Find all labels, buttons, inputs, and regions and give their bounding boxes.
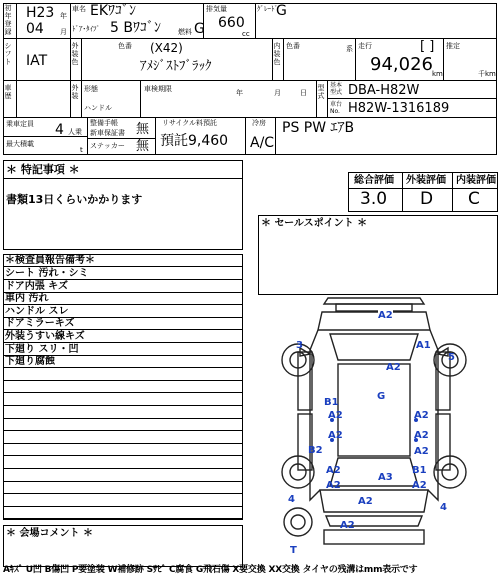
inspector-note-row: ドア内張 キズ [3,281,242,293]
capacity-label: 乗車定員 [6,120,34,128]
color-name: ｱﾒｼﾞｽﾄﾌﾞﾗｯｸ [140,59,212,74]
capacity-value: 4 [55,122,64,138]
damage-mark: T [290,545,297,556]
exterior-score: D [420,189,434,209]
int-color-label: 内装色 [273,42,281,66]
insp-day-unit: 日 [300,89,307,97]
damage-mark: A1 [416,340,431,351]
shift-label: シフト [4,42,12,66]
damage-mark: A2 [326,480,341,491]
month-unit: 月 [60,28,67,36]
reg-year: H23 [26,5,55,21]
car-damage-diagram [270,290,485,562]
inspector-note-row [3,381,242,393]
inspector-note-row [3,419,242,431]
special-notes-title: ＊ 特記事項 ＊ [6,163,80,176]
fuel-value: G [194,21,205,37]
inspector-note-row [3,507,242,519]
door-label: ﾄﾞｱ･ﾀｲﾌﾟ [72,25,100,33]
displacement-label: 排気量 [206,5,227,13]
capacity-unit: 人乗 [68,128,82,136]
damage-mark: A2 [326,465,341,476]
damage-mark: A2 [414,446,429,457]
base-model-label: 基本型式 [330,82,343,96]
damage-mark: B1 [412,465,427,476]
damage-mark: A2 [358,496,373,507]
damage-mark: A2 [412,480,427,491]
damage-mark: A2 [414,410,429,421]
venue-comment-title: ＊ 会場コメント ＊ [6,528,93,539]
fuel-label: 燃料 [178,28,192,36]
carname-label: 車名 [72,5,86,13]
row-divider [3,80,497,81]
insp-year-unit: 年 [236,89,243,97]
damage-mark: 4 [440,502,447,513]
damage-mark: G [377,391,386,402]
exterior-score-label: 外装評価 [406,175,446,186]
color-code: (X42) [150,41,183,55]
sales-point-title: ＊ セールスポイント ＊ [261,218,368,229]
base-model: DBA-H82W [348,83,420,98]
inspector-note-row [3,369,242,381]
recycle-value: 預託9,460 [160,133,229,149]
displacement-value: 660 [218,15,245,31]
ext-color-label: 外装色 [71,42,79,66]
maint-value: 無 [136,122,150,137]
interior-score: C [468,189,480,209]
grade-value: G [276,3,287,19]
ac-value: A/C [250,135,275,151]
mileage-unit: km [432,70,443,78]
ac-label: 冷房 [252,119,266,127]
damage-mark: A2 [414,430,429,441]
insp-month-unit: 月 [274,89,281,97]
inspector-note-row [3,407,242,419]
special-notes-text: 書類13日くらいかかります [6,193,143,206]
inspection-label: 車検期限 [144,85,172,93]
cc-unit: cc [242,30,250,38]
year-unit: 年 [60,12,67,20]
reg-month: 04 [26,21,44,37]
damage-mark: 5 [448,352,455,363]
inspector-note-row: 下廻り腐蝕 [3,356,242,368]
inspector-note-row [3,495,242,507]
inspector-note-row: 車内 汚れ [3,293,242,305]
shift-value: IAT [26,53,48,69]
sticker-label: ステッカー [90,142,125,150]
car-name: EKﾜｺﾞﾝ [90,3,137,19]
inspector-note-row: ハンドル スレ [3,306,242,318]
door-type: 5 Bﾜｺﾞﾝ [110,20,161,36]
damage-mark: A2 [328,430,343,441]
damage-mark: B2 [308,445,323,456]
damage-mark: A2 [340,520,355,531]
inspector-note-row: ドアミラーキズ [3,318,242,330]
load-label: 最大積載 [6,140,34,148]
damage-mark: A2 [386,362,401,373]
int-color-code-label: 色番 [286,42,300,50]
int-color-suffix: 系 [346,45,353,53]
legend-footer: Aｷｽﾞ U凹 B傷凹 P要塗装 W補修跡 Sｻﾋﾞ C腐食 G飛石傷 X要交換 XX交換 タイヤの残溝はmm表示です [3,565,418,575]
damage-mark: 4 [288,494,295,505]
damage-mark: 3 [296,340,303,351]
handle-label: ハンドル [84,104,112,112]
estimate-unit: 千km [478,70,496,78]
damage-mark: A3 [378,472,393,483]
load-unit: t [80,146,83,154]
estimate-label: 推定 [446,42,460,50]
era-label: 初年登録 [4,4,12,36]
inspector-note-row: 下廻り スリ・凹 [3,344,242,356]
sticker-value: 無 [136,139,150,154]
car-history-label: 車歴 [4,84,12,100]
model-label: 型式 [317,84,325,100]
inspector-note-row: シート 汚れ・シミ [3,268,242,280]
chassis-label: 車台No. [330,101,343,115]
inspector-note-row: 外装うすい線キズ [3,331,242,343]
recycle-label: リサイクル料預託 [162,119,218,127]
mileage-value: 94,026 [370,54,433,75]
overall-score-label: 総合評価 [354,175,394,186]
inspector-note-row [3,444,242,456]
overall-score: 3.0 [360,189,388,209]
mileage-bracket: [ ] [420,39,435,54]
interior-score-label: 内装評価 [456,175,496,186]
damage-mark: B1 [324,397,339,408]
inspector-note-row [3,457,242,469]
row-divider [3,117,497,118]
warranty-label: 新車保証書 [90,129,125,137]
form-label: 形態 [84,85,98,93]
inspector-notes-title: ＊検査員報告備考＊ [3,255,242,267]
inspector-note-row [3,432,242,444]
maint-label: 整備手帳 [90,119,118,127]
grade-label: ｸﾞﾚｰﾄﾞ [257,5,278,13]
inspector-note-row [3,482,242,494]
inspector-note-row [3,394,242,406]
mileage-label: 走行 [358,42,372,50]
inspector-note-row [3,470,242,482]
color-code-label: 色番 [118,42,132,50]
damage-mark: A2 [328,410,343,421]
equipment-list: PS PW ｴｱB [282,120,355,136]
damage-mark: A2 [378,310,393,321]
chassis-no: H82W-1316189 [348,101,450,116]
exterior-label: 外装 [71,84,79,100]
